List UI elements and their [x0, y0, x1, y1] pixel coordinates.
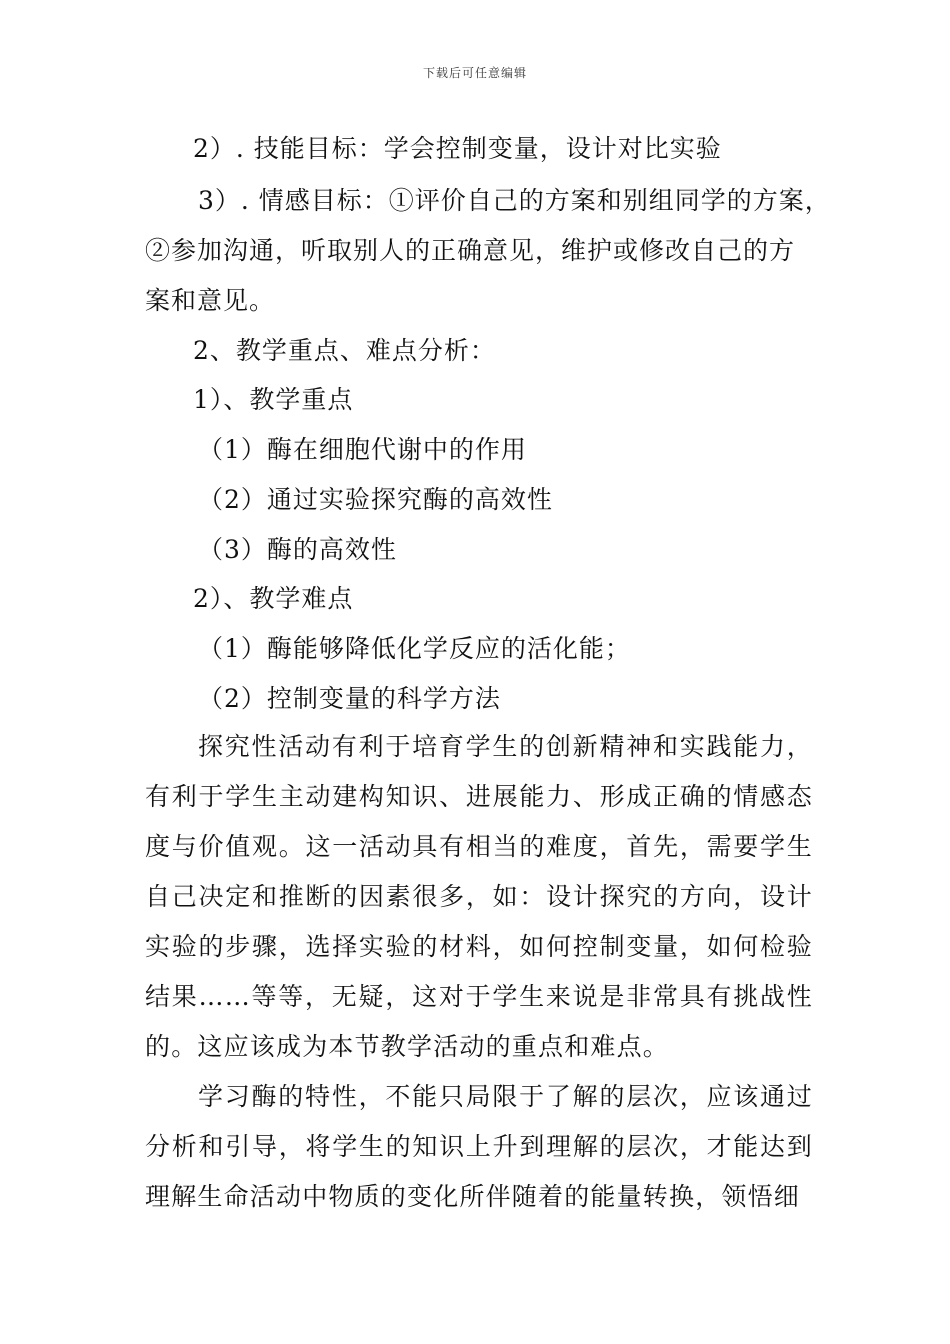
- paragraph-inquiry-activity: 探究性活动有利于培育学生的创新精神和实践能力，有利于学生主动建构知识、进展能力、形成正确的情感态度与价值观。这一活动具有相当的难度，首先，需要学生自己决定和推断的因素很多，如：设计探究的方向，设计实验的步骤，选择实验的材料，如何控制变量，如何检验结果……等等，无疑，这对于学生来说是非常具有挑战性的。这应该成为本节教学活动的重点和难点。: [145, 732, 813, 1061]
- difficulty-item-1: （1）酶能够降低化学反应的活化能；: [198, 634, 631, 663]
- skill-objective-line: 2）. 技能目标：学会控制变量，设计对比实验: [193, 134, 722, 163]
- subheading-teaching-focus: 1）、教学重点: [193, 385, 354, 414]
- paragraph-enzyme-properties: 学习酶的特性，不能只局限于了解的层次，应该通过分析和引导，将学生的知识上升到理解的层次，才能达到理解生命活动中物质的变化所伴随着的能量转换，领悟细: [145, 1082, 813, 1211]
- subheading-teaching-difficulty: 2）、教学难点: [193, 584, 354, 613]
- page-header: 下载后可任意编辑: [422, 66, 527, 80]
- difficulty-item-2: （2）控制变量的科学方法: [198, 684, 501, 713]
- section-heading-key-points: 2、教学重点、难点分析：: [193, 336, 496, 365]
- focus-item-1: （1）酶在细胞代谢中的作用: [198, 435, 527, 464]
- emotion-objective-cont-line: ②参加沟通，听取别人的正确意见，维护或修改自己的方: [145, 236, 796, 265]
- focus-item-3: （3）酶的高效性: [198, 535, 397, 564]
- emotion-objective-line: 3）. 情感目标：①评价自己的方案和别组同学的方案，: [198, 186, 831, 215]
- emotion-objective-end-line: 案和意见。: [145, 286, 276, 315]
- focus-item-2: （2）通过实验探究酶的高效性: [198, 485, 553, 514]
